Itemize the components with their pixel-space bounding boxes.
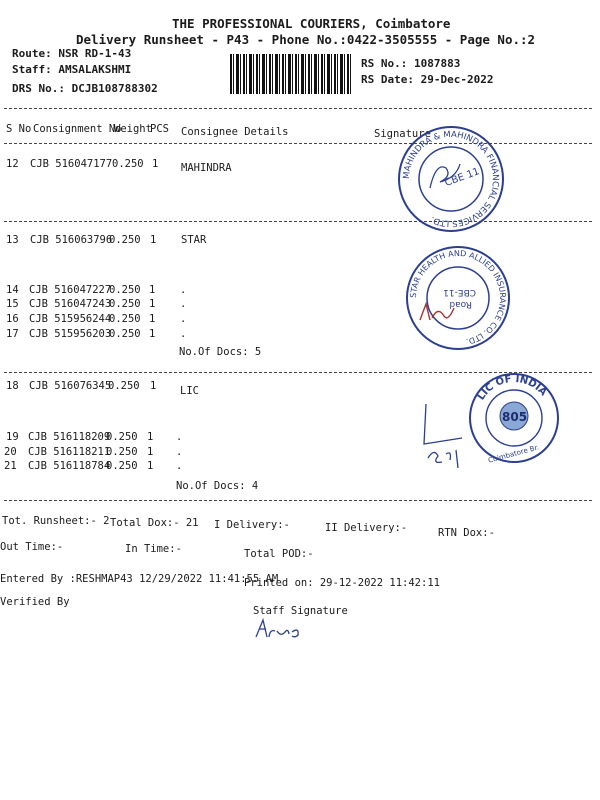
- company-title: THE PROFESSIONAL COURIERS, Coimbatore: [172, 16, 451, 31]
- star-center-text-1: Road: [449, 299, 472, 309]
- divider: [4, 108, 592, 109]
- row-weight: 0.250: [106, 460, 138, 472]
- total-pod: Total POD:-: [244, 548, 314, 560]
- row-sno: 18: [6, 380, 19, 392]
- out-time: Out Time:-: [0, 541, 64, 553]
- divider: [4, 500, 592, 501]
- col-signature: Signature: [374, 128, 431, 140]
- row-sno: 15: [6, 298, 19, 310]
- row-pcs: 1: [152, 158, 159, 170]
- signature-scribble: [426, 158, 466, 198]
- docs-count-lic: No.Of Docs: 4: [176, 480, 259, 492]
- row-pcs: 1: [150, 234, 157, 246]
- row-consignment: CJB 515956203: [29, 328, 112, 340]
- col-pcs: PCS: [150, 123, 169, 135]
- row-sno: 19: [6, 431, 19, 443]
- ii-delivery: II Delivery:-: [325, 522, 408, 534]
- row-consignee: LIC: [180, 385, 199, 397]
- col-weight: Weight: [114, 123, 152, 135]
- lic-bottom-text: Coimbatore Br.: [487, 443, 540, 465]
- row-weight: 0.250: [109, 328, 141, 340]
- row-consignment: CJB 516118784: [28, 460, 111, 472]
- lic-ring-text: LIC OF INDIA: [475, 373, 549, 403]
- row-sno: 17: [6, 328, 19, 340]
- mahindra-center-text: CBE 11: [443, 166, 482, 189]
- row-weight: 0.250: [112, 158, 144, 170]
- row-consignee: .: [180, 298, 187, 310]
- row-pcs: 1: [150, 380, 157, 392]
- row-consignment: CJB 515956244: [29, 313, 112, 325]
- row-consignee: .: [180, 313, 187, 325]
- rs-date: RS Date: 29-Dec-2022: [361, 73, 494, 86]
- row-weight: 0.250: [109, 313, 141, 325]
- row-sno: 20: [4, 446, 17, 458]
- entered-by: Entered By :RESHMAP43 12/29/2022 11:41:55 AM: [0, 573, 279, 585]
- row-consignee: .: [180, 328, 187, 340]
- row-consignee: .: [176, 460, 183, 472]
- row-consignee: .: [180, 284, 187, 296]
- row-pcs: 1: [147, 431, 154, 443]
- row-consignment: CJB 516047227: [29, 284, 112, 296]
- col-consignee: Consignee Details: [181, 126, 289, 138]
- row-consignee: .: [176, 446, 183, 458]
- row-sno: 16: [6, 313, 19, 325]
- row-weight: 0.250: [108, 380, 140, 392]
- row-consignment: CJB 516063796: [30, 234, 113, 246]
- in-time: In Time:-: [125, 543, 182, 555]
- row-consignment: CJB 516076345: [29, 380, 112, 392]
- row-sno: 21: [4, 460, 17, 472]
- row-sno: 13: [6, 234, 19, 246]
- lic-center-text: 805: [502, 410, 528, 424]
- runsheet-subtitle: Delivery Runsheet - P43 - Phone No.:0422-3505555 - Page No.:2: [76, 32, 536, 47]
- staff-signature-label: Staff Signature: [253, 605, 348, 617]
- route-label: Route: NSR RD-1-43: [12, 47, 132, 60]
- star-ring-text: STAR HEALTH AND ALLIED INSURANCE CO. LTD.: [408, 248, 508, 347]
- rtn-dox: RTN Dox:-: [438, 527, 495, 539]
- signature-scribble: [418, 398, 490, 474]
- row-pcs: 1: [147, 460, 154, 472]
- signature-scribble: [418, 298, 458, 328]
- staff-signature-scribble: [254, 617, 304, 641]
- verified-by: Verified By: [0, 596, 70, 608]
- row-weight: 0.250: [109, 298, 141, 310]
- row-sno: 14: [6, 284, 19, 296]
- staff-label: Staff: AMSALAKSHMI: [12, 63, 132, 76]
- col-consignment: Consignment No: [33, 123, 122, 135]
- row-consignment: CJB 516118209: [28, 431, 111, 443]
- row-weight: 0.250: [106, 431, 138, 443]
- row-sno: 12: [6, 158, 19, 170]
- docs-count-star: No.Of Docs: 5: [179, 346, 262, 358]
- i-delivery: I Delivery:-: [214, 519, 290, 531]
- row-pcs: 1: [149, 313, 156, 325]
- row-consignment: CJB 516047243: [29, 298, 112, 310]
- row-pcs: 1: [149, 298, 156, 310]
- row-consignee: MAHINDRA: [181, 162, 232, 174]
- mahindra-ring-text: MAHINDRA & MAHINDRA FINANCIAL SERVICES LTD.: [401, 129, 501, 229]
- row-consignment: CJB 516118211: [28, 446, 111, 458]
- drs-number: DRS No.: DCJB108788302: [12, 82, 158, 95]
- row-consignment: CJB 516047177: [30, 158, 113, 170]
- tot-runsheet: Tot. Runsheet:- 2: [2, 515, 110, 527]
- row-pcs: 1: [147, 446, 154, 458]
- printed-on: Printed on: 29-12-2022 11:42:11: [244, 577, 440, 589]
- row-consignee: STAR: [181, 234, 207, 246]
- barcode-image: [230, 54, 352, 94]
- total-dox: Total Dox:- 21: [110, 517, 199, 529]
- row-weight: 0.250: [106, 446, 138, 458]
- row-weight: 0.250: [109, 284, 141, 296]
- row-weight: 0.250: [109, 234, 141, 246]
- star-center-text-2: CBE-11: [443, 287, 476, 297]
- rs-number: RS No.: 1087883: [361, 57, 461, 70]
- row-consignee: .: [176, 431, 183, 443]
- row-pcs: 1: [149, 328, 156, 340]
- col-sno: S No: [6, 123, 32, 135]
- row-pcs: 1: [149, 284, 156, 296]
